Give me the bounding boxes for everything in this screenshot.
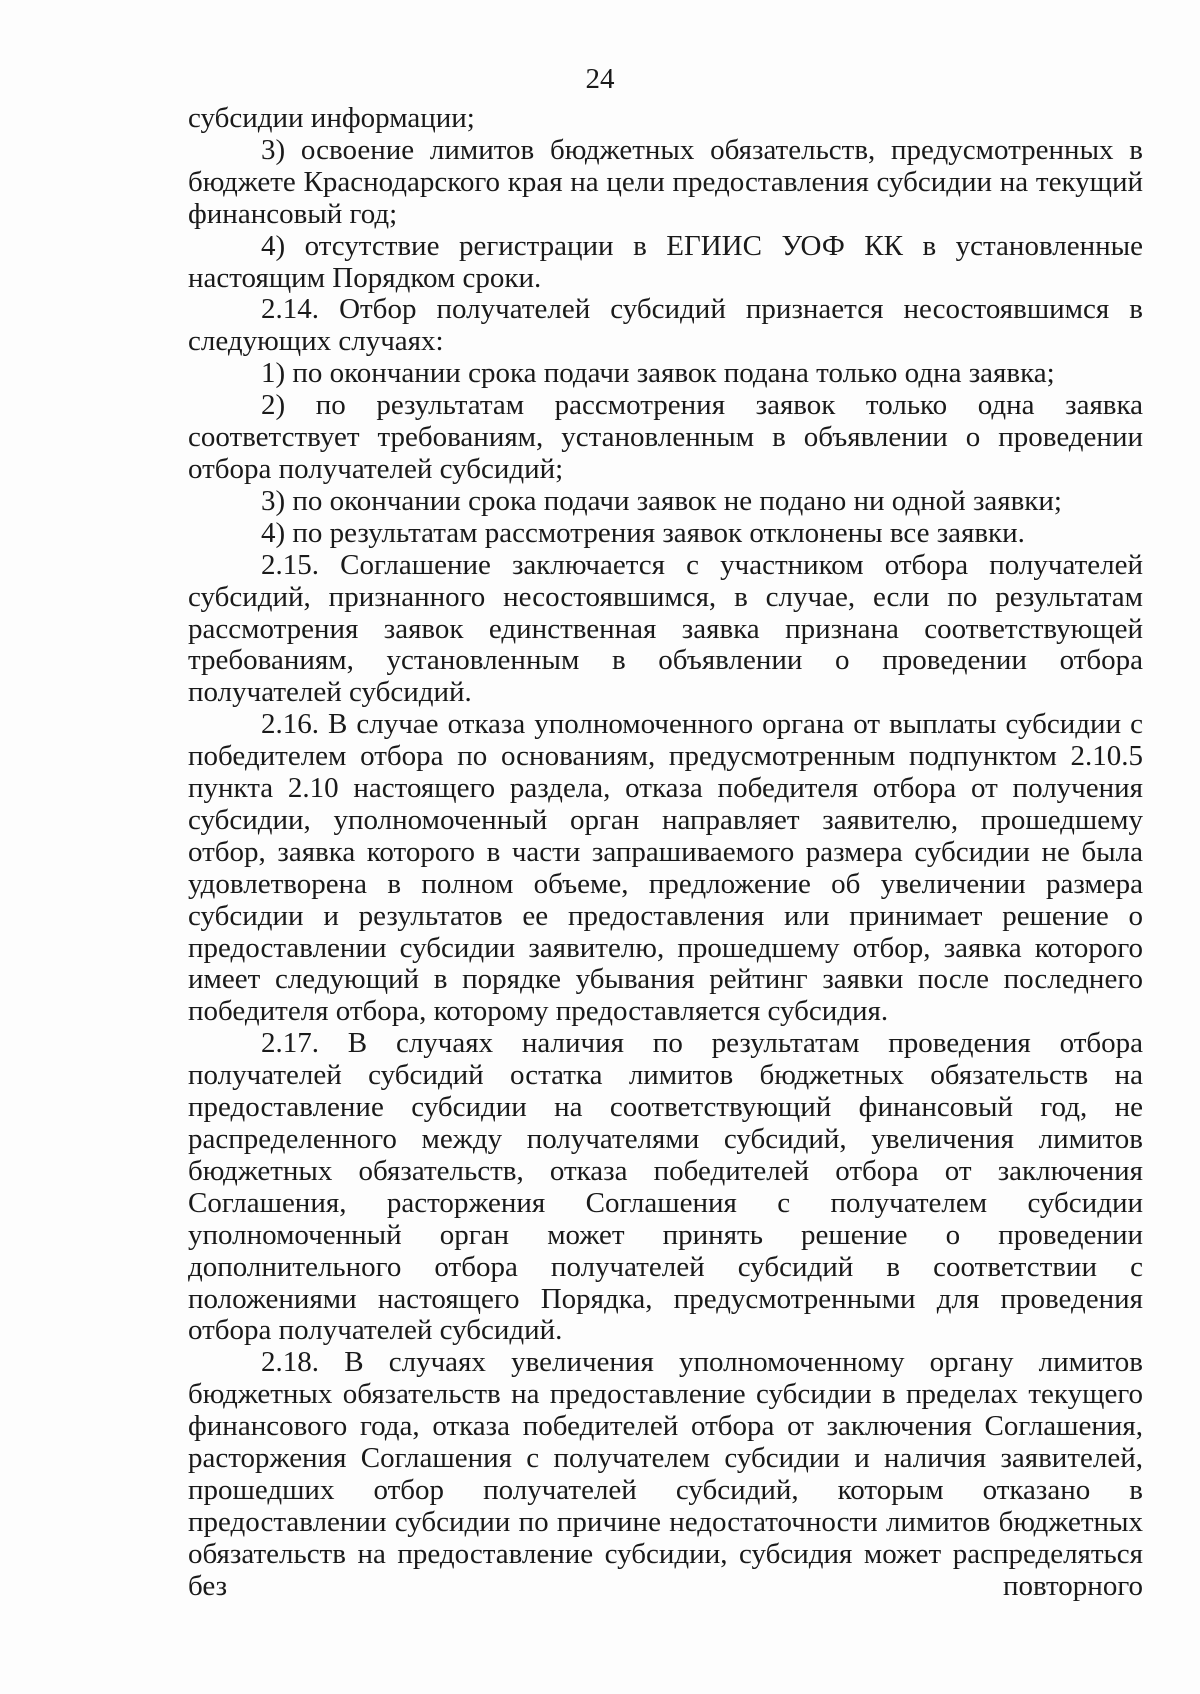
paragraph: 1) по окончании срока подачи заявок подана только одна заявка;	[261, 357, 1055, 390]
paragraph: 4) по результатам рассмотрения заявок отклонены все заявки.	[261, 516, 1025, 549]
paragraph: 2) по результатам рассмотрения заявок только одна заявка соответствует требованиям, установленным в объявлении о проведении отбора получателей субсидий;	[188, 389, 1143, 485]
paragraph: 3) освоение лимитов бюджетных обязательств, предусмотренных в бюджете Краснодарского края на цели предоставления субсидии на текущий финансовый год;	[188, 133, 1143, 230]
page-number: 24	[585, 63, 615, 95]
paragraph: 2.16. В случае отказа уполномоченного органа от выплаты субсидии с победителем отбора по основаниям, предусмотренным подпунктом 2.10.5 пункта 2.10 настоящего раздела, отказа победителя отбора от получения субсидии, уполномоченный орган направляет заявителю, прошедшему отбор, заявка которого в части запрашиваемого размера субсидии не была удовлетворена в полном объеме, предложение об увеличении размера субсидии и результатов ее предоставления или принимает решение о предоставлении субсидии заявителю, прошедшему отбор, заявка которого имеет следующий в порядке убывания рейтинг заявки после последнего победителя отбора, которому предоставляется субсидия.	[188, 708, 1143, 1028]
paragraph: 2.14. Отбор получателей субсидий признается несостоявшимся в следующих случаях:	[188, 293, 1143, 358]
paragraph: 2.17. В случаях наличия по результатам проведения отбора получателей субсидий остатка лимитов бюджетных обязательств на предоставление субсидии на соответствующий финансовый год, не распределенного между получателями субсидий, увеличения лимитов бюджетных обязательств, отказа победителей отбора от заключения Соглашения, расторжения Соглашения с получателем субсидии уполномоченный орган может принять решение о проведении дополнительного отбора получателей субсидий в соответствии с положениями настоящего Порядка, предусмотренными для проведения отбора получателей субсидий.	[188, 1027, 1143, 1347]
paragraph: субсидии информации;	[188, 102, 475, 134]
document-body	[188, 103, 1143, 1603]
paragraph: 2.15. Соглашение заключается с участником отбора получателей субсидий, признанного несостоявшимся, в случае, если по результатам рассмотрения заявок единственная заявка признана соответствующей требованиям, установленным в объявлении о проведении отбора получателей субсидий.	[188, 548, 1143, 709]
paragraph: 4) отсутствие регистрации в ЕГИИС УОФ КК в установленные настоящим Порядком сроки.	[188, 229, 1143, 294]
paragraph: 2.18. В случаях увеличения уполномоченному органу лимитов бюджетных обязательств на предоставление субсидии в пределах текущего финансового года, отказа победителей отбора от заключения Соглашения, расторжения Соглашения с получателем субсидии и наличия заявителей, прошедших отбор получателей субсидий, которым отказано в предоставлении субсидии по причине недостаточности лимитов бюджетных обязательств на предоставление субсидии, субсидия может распределяться без повторного	[188, 1346, 1143, 1602]
paragraph: 3) по окончании срока подачи заявок не подано ни одной заявки;	[261, 484, 1062, 517]
